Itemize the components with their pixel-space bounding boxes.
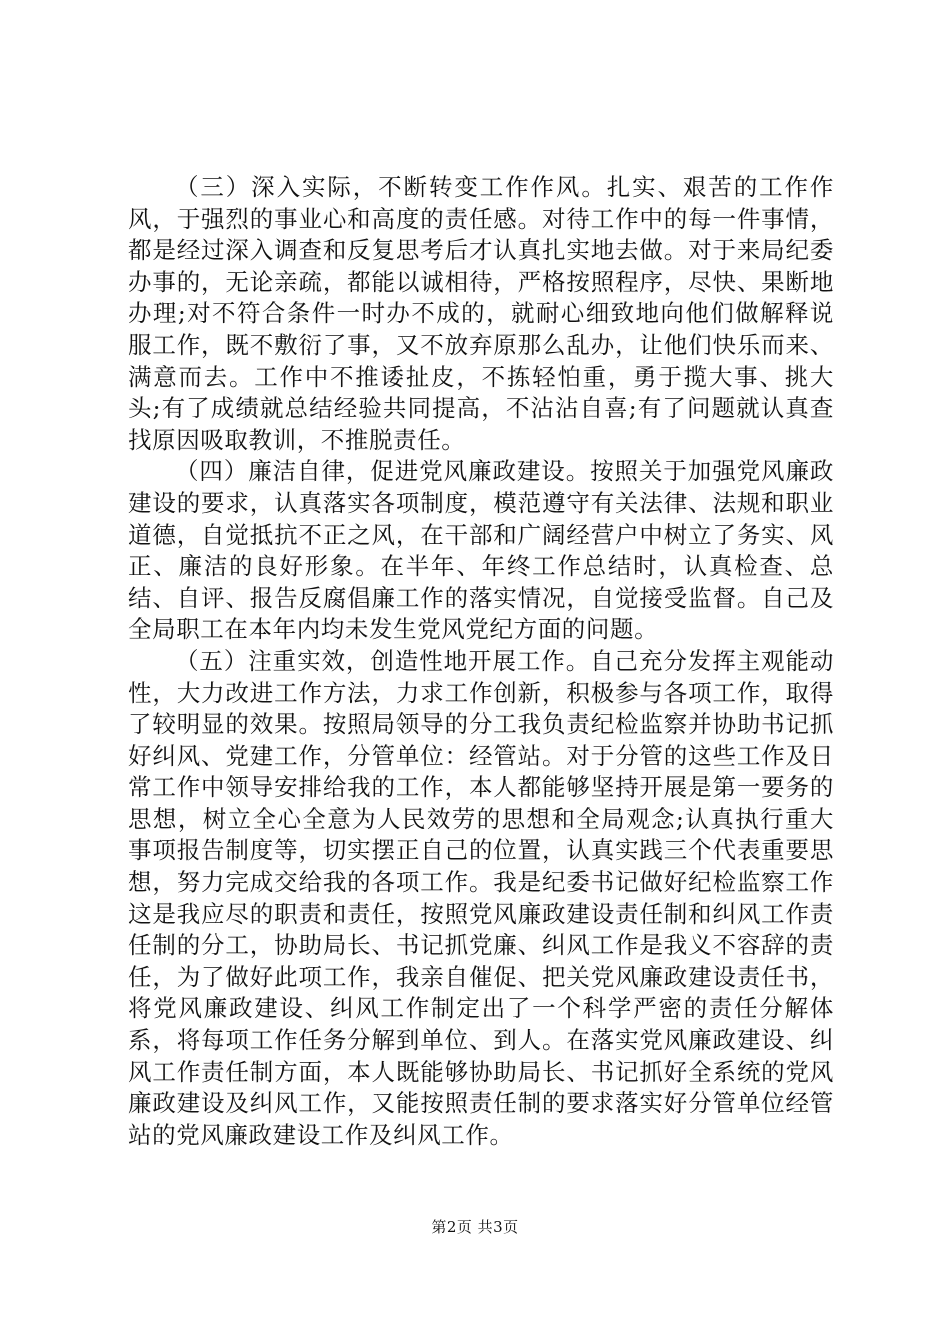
paragraph-section-4: （四）廉洁自律，促进党风廉政建设。按照关于加强党风廉政建设的要求，认真落实各项制度，模范遵守有关法律、法规和职业道德，自觉抵抗不正之风，在干部和广阔经营户中树立了务实、风正、廉洁的良好形象。在半年、年终工作总结时，认真检查、总结、自评、报告反腐倡廉工作的落实情况，自觉接受监督。自己及全局职工在本年内均未发生党风党纪方面的问题。 — [128, 457, 834, 644]
document-body — [128, 172, 834, 1151]
paragraph-section-5: （五）注重实效，创造性地开展工作。自己充分发挥主观能动性，大力改进工作方法，力求工作创新，积极参与各项工作，取得了较明显的效果。按照局领导的分工我负责纪检监察并协助书记抓好纠风、党建工作，分管单位：经管站。对于分管的这些工作及日常工作中领导安排给我的工作，本人都能够坚持开展是第一要务的思想，树立全心全意为人民效劳的思想和全局观念;认真执行重大事项报告制度等，切实摆正自己的位置，认真实践三个代表重要思想，努力完成交给我的各项工作。我是纪委书记做好纪检监察工作这是我应尽的职责和责任，按照党风廉政建设责任制和纠风工作责任制的分工，协助局长、书记抓党廉、纠风工作是我义不容辞的责任，为了做好此项工作，我亲自催促、把关党风廉政建设责任书，将党风廉政建设、纠风工作制定出了一个科学严密的责任分解体系，将每项工作任务分解到单位、到人。在落实党风廉政建设、纠风工作责任制方面，本人既能够协助局长、书记抓好全系统的党风廉政建设及纠风工作，又能按照责任制的要求落实好分管单位经管站的党风廉政建设工作及纠风工作。 — [128, 646, 834, 1149]
page-number-footer: 第2页 共3页 — [431, 1218, 519, 1236]
paragraph-section-3: （三）深入实际，不断转变工作作风。扎实、艰苦的工作作风，于强烈的事业心和高度的责任感。对待工作中的每一件事情，都是经过深入调查和反复思考后才认真扎实地去做。对于来局纪委办事的，无论亲疏，都能以诚相待，严格按照程序，尽快、果断地办理;对不符合条件一时办不成的，就耐心细致地向他们做解释说服工作，既不敷衍了事，又不放弃原那么乱办，让他们快乐而来、满意而去。工作中不推诿扯皮，不拣轻怕重，勇于揽大事、挑大头;有了成绩就总结经验共同提高，不沾沾自喜;有了问题就认真查找原因吸取教训，不推脱责任。 — [128, 173, 834, 454]
